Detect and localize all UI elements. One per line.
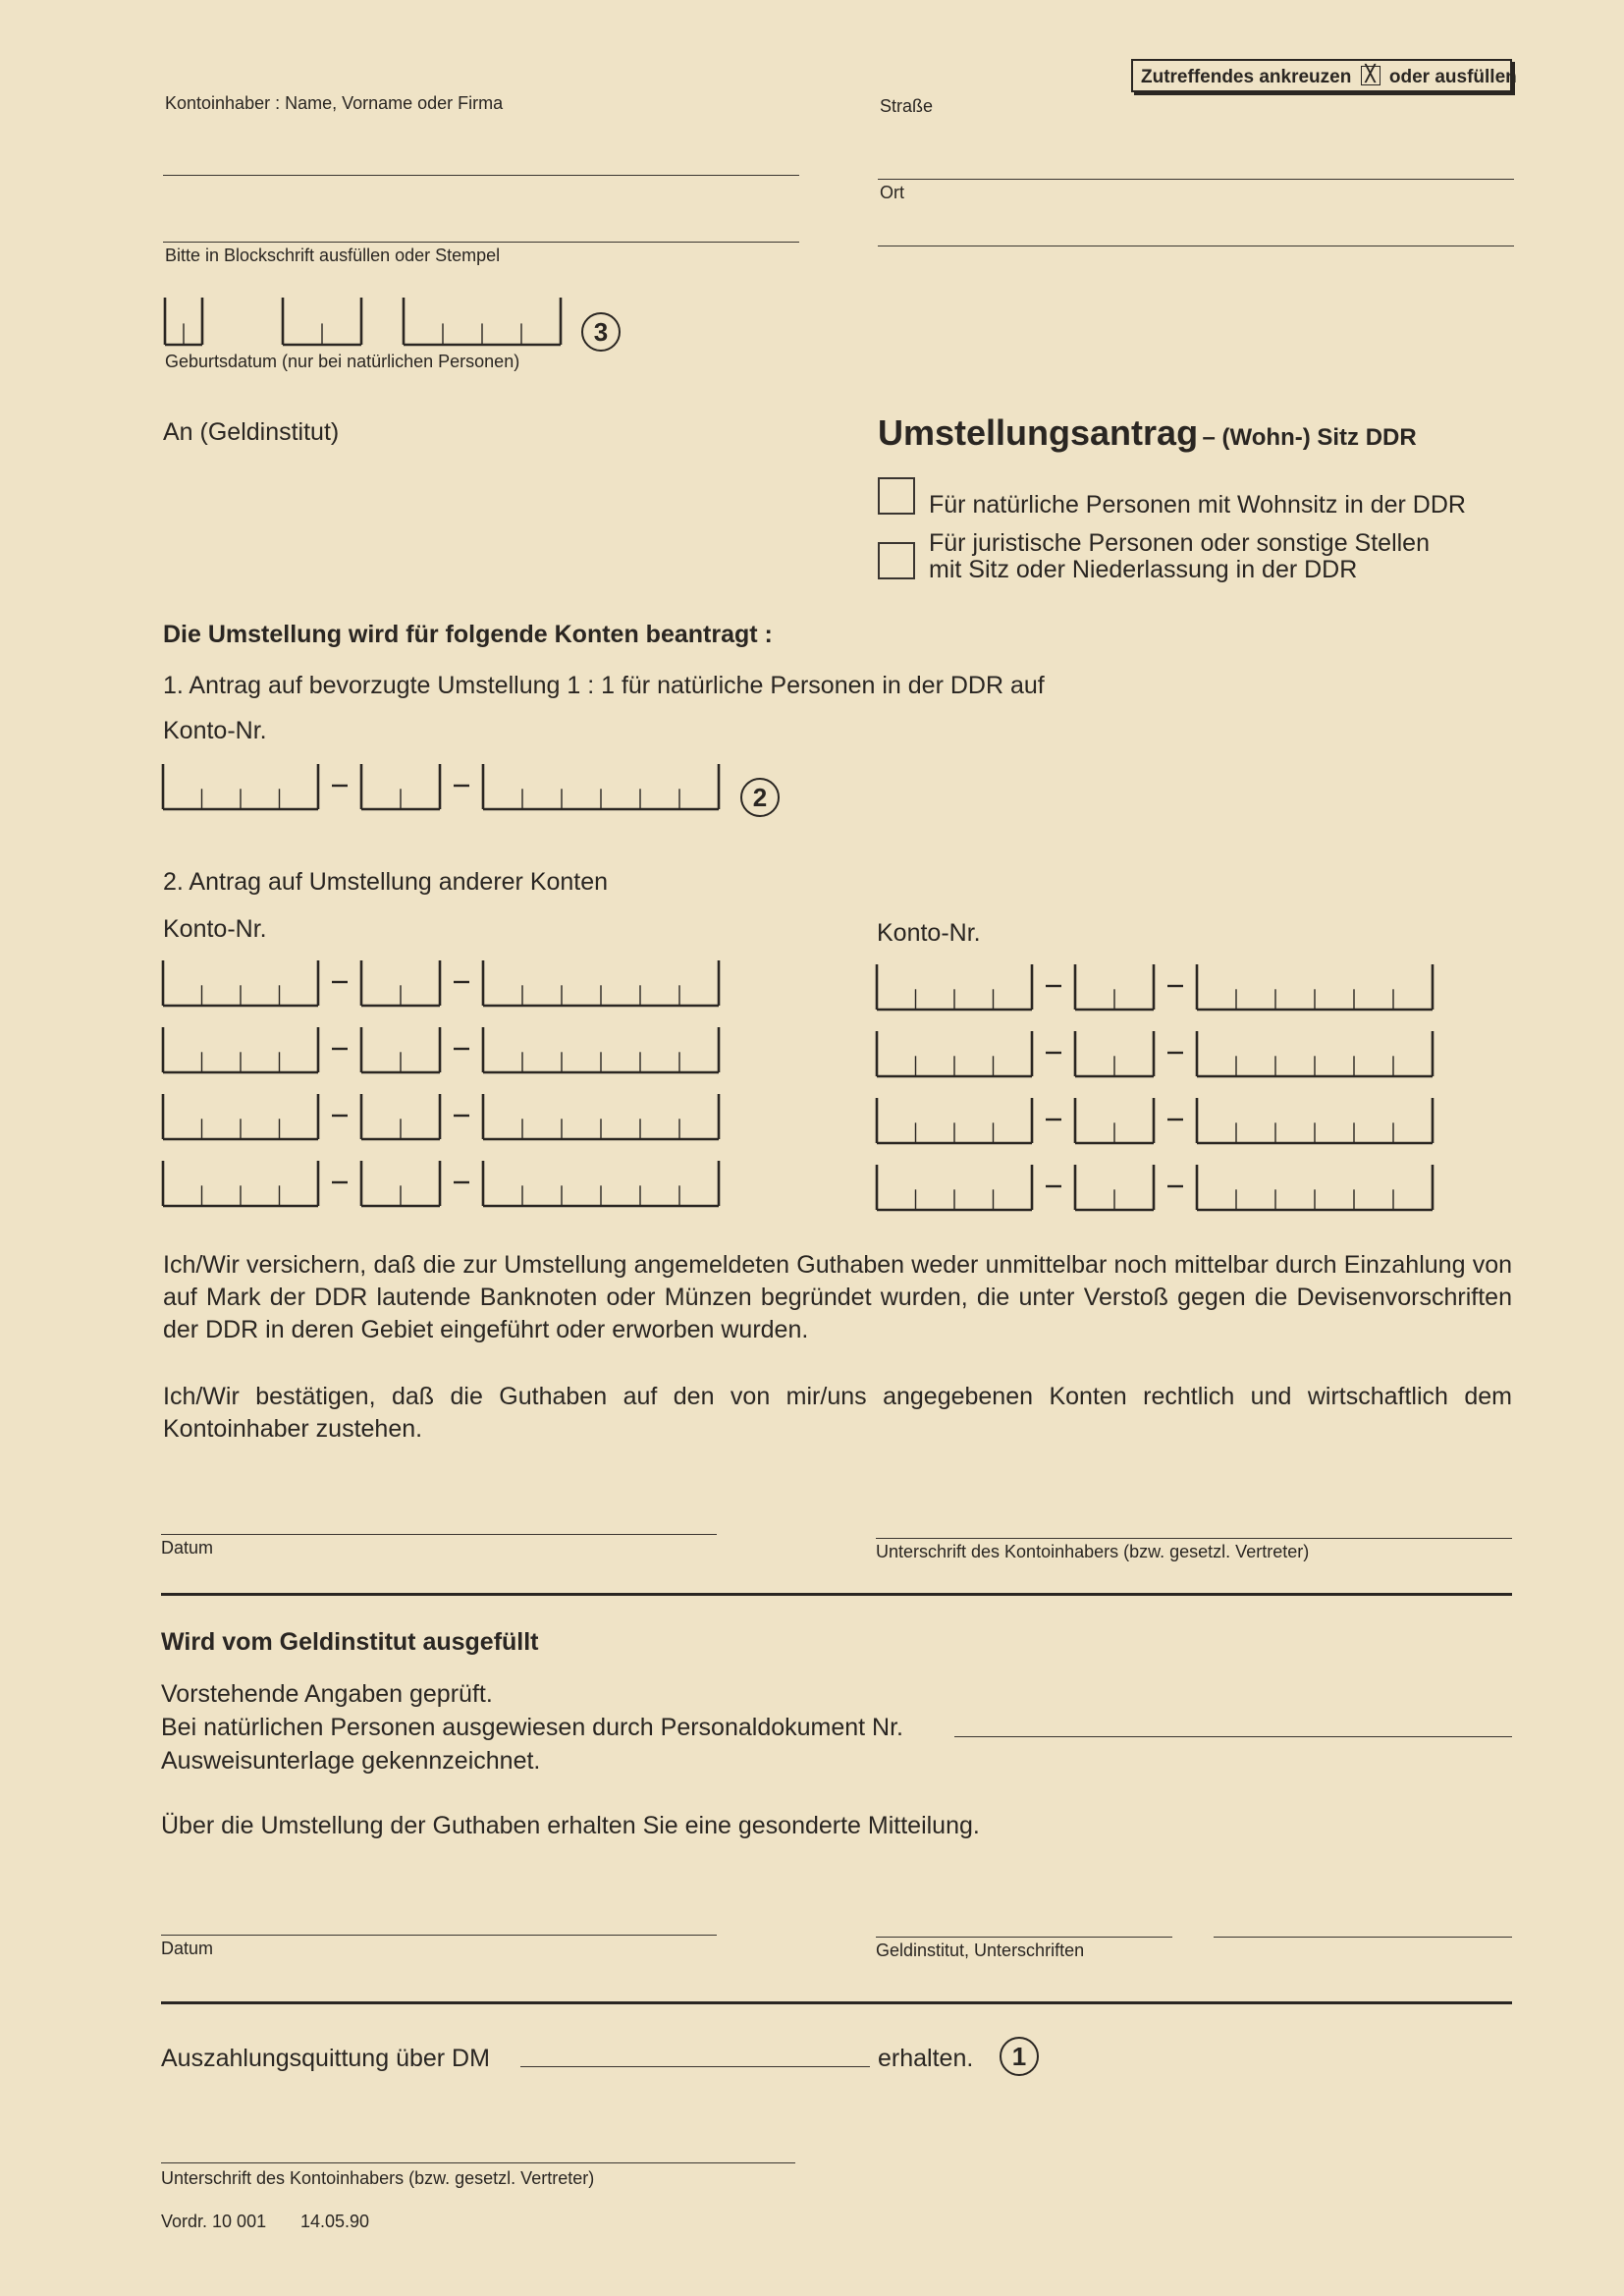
holder-signature-label: Unterschrift des Kontoinhabers (bzw. gesetzl. Vertreter) (876, 1542, 1310, 1561)
receipt-amount-line[interactable] (520, 2066, 870, 2067)
birthdate-day-field[interactable] (165, 298, 202, 345)
date-label: Datum (161, 1538, 214, 1558)
personal-document-line[interactable] (954, 1736, 1512, 1737)
preferred-account-field-part1[interactable] (163, 764, 318, 809)
account-left-3-part1[interactable] (163, 1094, 318, 1139)
account-left-4-part1[interactable] (163, 1161, 318, 1206)
birthdate-marker: 3 (581, 312, 621, 352)
city-label: Ort (880, 183, 904, 202)
account-number-label-right: Konto-Nr. (877, 919, 981, 947)
accounts-heading: Die Umstellung wird für folgende Konten beantragt : (163, 621, 773, 648)
bank-text-line1: Vorstehende Angaben geprüft. (161, 1680, 493, 1708)
account-right-4-part2[interactable] (1075, 1165, 1154, 1210)
birthdate-month-field[interactable] (283, 298, 361, 345)
form-title-main: Umstellungsantrag (878, 412, 1199, 453)
legal-person-label-line1: Für juristische Personen oder sonstige Stellen (929, 529, 1430, 557)
account-left-2-part2[interactable] (361, 1027, 440, 1072)
form-title-suffix: – (Wohn-) Sitz DDR (1202, 424, 1417, 451)
legal-person-label (929, 530, 1430, 583)
legal-person-label-line2: mit Sitz oder Niederlassung in der DDR (929, 556, 1358, 583)
account-right-2-part2[interactable] (1075, 1031, 1154, 1076)
account-left-3-part3[interactable] (483, 1094, 719, 1139)
recipient-label: An (Geldinstitut) (163, 418, 340, 446)
preferred-account-marker: 2 (740, 778, 780, 817)
receipt-signature-line[interactable] (161, 2162, 795, 2163)
bank-text-line3: Ausweisunterlage gekennzeichnet. (161, 1747, 541, 1775)
date-line[interactable] (161, 1534, 717, 1535)
account-right-3-part3[interactable] (1197, 1098, 1433, 1143)
check-mark-sample-icon: ╳ (1361, 66, 1380, 85)
legal-person-checkbox[interactable] (878, 542, 915, 579)
receipt-marker: 1 (1000, 2037, 1039, 2076)
declaration-assurance: Ich/Wir versichern, daß die zur Umstellung angemeldeten Guthaben weder unmittelbar noch mittelbar durch Einzahlung von auf Mark der DDR lautende Banknoten oder Münzen begründet wurden, die unter Verstoß gegen die Devisenvorschriften der DDR in deren Gebiet eingeführt oder erworben wurden. (163, 1251, 1512, 1343)
section-divider-1 (161, 1593, 1512, 1596)
instruction-text-before: Zutreffendes ankreuzen (1141, 67, 1352, 87)
natural-person-checkbox[interactable] (878, 477, 915, 515)
account-left-4-part3[interactable] (483, 1161, 719, 1206)
birthdate-label: Geburtsdatum (nur bei natürlichen Personen) (165, 352, 520, 371)
account-right-4-part3[interactable] (1197, 1165, 1433, 1210)
account-right-1-part3[interactable] (1197, 964, 1433, 1010)
block-letters-label: Bitte in Blockschrift ausfüllen oder Stempel (165, 246, 501, 265)
form-date: 14.05.90 (300, 2212, 370, 2231)
holder-line-1[interactable] (163, 175, 799, 176)
account-right-1-part1[interactable] (877, 964, 1032, 1010)
receipt-label: Auszahlungsquittung über DM (161, 2045, 490, 2072)
account-right-3-part1[interactable] (877, 1098, 1032, 1143)
account-left-1-part1[interactable] (163, 960, 318, 1006)
street-line[interactable] (878, 179, 1514, 180)
holder-line-2[interactable] (163, 242, 799, 243)
preferred-account-field-part2[interactable] (361, 764, 440, 809)
account-right-1-part2[interactable] (1075, 964, 1154, 1010)
receipt-suffix: erhalten. (878, 2045, 974, 2072)
other-accounts-item: 2. Antrag auf Umstellung anderer Konten (163, 868, 609, 896)
account-left-3-part2[interactable] (361, 1094, 440, 1139)
birthdate-year-field[interactable] (404, 298, 561, 345)
account-right-2-part3[interactable] (1197, 1031, 1433, 1076)
bank-signature-label: Geldinstitut, Unterschriften (876, 1941, 1085, 1960)
bank-signature-line-1[interactable] (876, 1937, 1172, 1938)
preferred-conversion-item: 1. Antrag auf bevorzugte Umstellung 1 : 1 für natürliche Personen in der DDR auf (163, 672, 1045, 699)
bank-date-line[interactable] (161, 1935, 717, 1936)
account-left-4-part2[interactable] (361, 1161, 440, 1206)
receipt-signature-label: Unterschrift des Kontoinhabers (bzw. gesetzl. Vertreter) (161, 2168, 595, 2188)
account-left-2-part1[interactable] (163, 1027, 318, 1072)
holder-label: Kontoinhaber : Name, Vorname oder Firma (165, 93, 504, 113)
account-right-3-part2[interactable] (1075, 1098, 1154, 1143)
instruction-note (1131, 59, 1517, 92)
form-title (878, 412, 1417, 454)
preferred-account-field-part3[interactable] (483, 764, 719, 809)
bank-signature-line-2[interactable] (1214, 1937, 1512, 1938)
form-number: Vordr. 10 001 (161, 2212, 267, 2231)
street-label: Straße (880, 96, 934, 116)
bank-text-line2: Bei natürlichen Personen ausgewiesen durch Personaldokument Nr. (161, 1714, 904, 1741)
holder-signature-line[interactable] (876, 1538, 1512, 1539)
account-right-4-part1[interactable] (877, 1165, 1032, 1210)
bank-section-text (161, 1677, 903, 1777)
bank-section-heading: Wird vom Geldinstitut ausgefüllt (161, 1628, 539, 1656)
account-left-2-part3[interactable] (483, 1027, 719, 1072)
natural-person-label: Für natürliche Personen mit Wohnsitz in der DDR (929, 491, 1466, 519)
account-right-2-part1[interactable] (877, 1031, 1032, 1076)
declaration-confirmation: Ich/Wir bestätigen, daß die Guthaben auf den von mir/uns angegebenen Konten rechtlich und wirtschaftlich dem Kontoinhaber zustehen. (163, 1383, 1512, 1443)
bank-date-label: Datum (161, 1939, 214, 1958)
account-left-1-part2[interactable] (361, 960, 440, 1006)
account-number-label-left: Konto-Nr. (163, 915, 267, 943)
instruction-text-after: oder ausfüllen (1388, 67, 1517, 87)
bank-text-line4: Über die Umstellung der Guthaben erhalten Sie eine gesonderte Mitteilung. (161, 1812, 980, 1839)
section-divider-2 (161, 2001, 1512, 2004)
account-left-1-part3[interactable] (483, 960, 719, 1006)
account-number-label: Konto-Nr. (163, 717, 267, 744)
